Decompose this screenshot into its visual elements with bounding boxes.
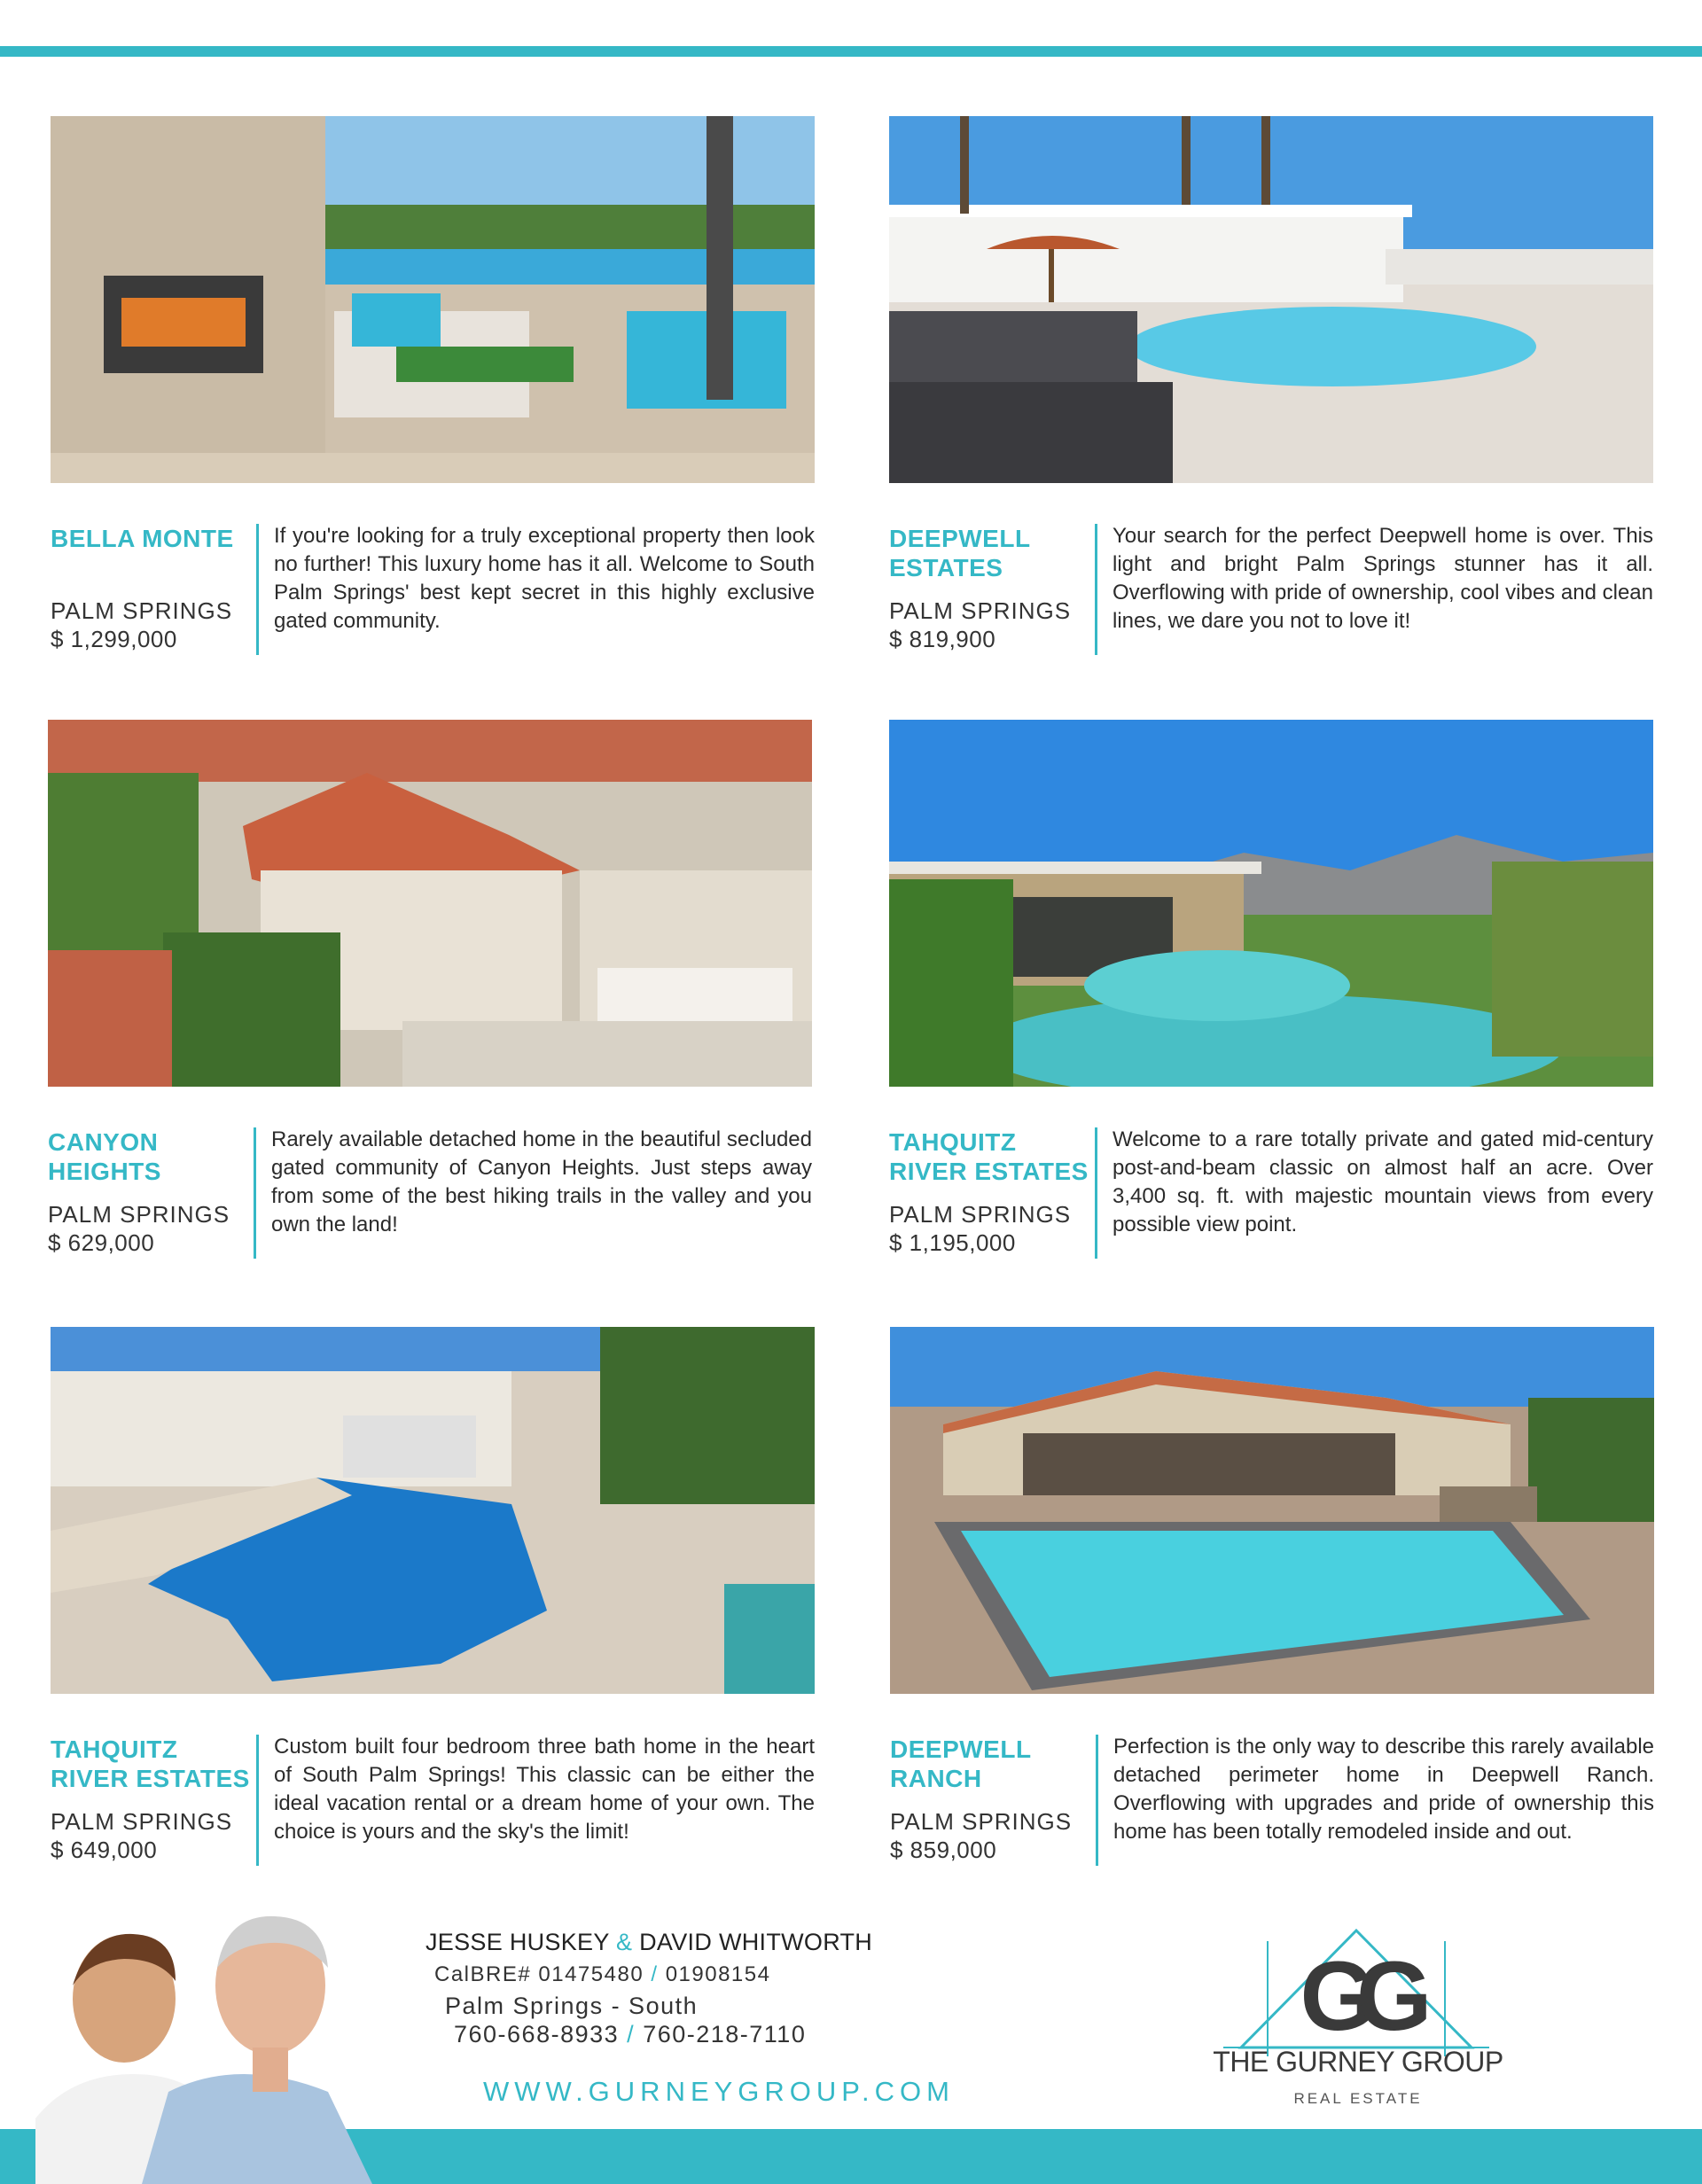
listing-description: Rarely available detached home in the beautiful secluded gated community of Canyon Heights. Just steps away from some of the best hiking trails in the valley and you own the land!: [271, 1127, 812, 1236]
listing-photo[interactable]: [889, 720, 1653, 1087]
tile-roof-home-photo: [48, 720, 812, 1087]
listing-photo[interactable]: [51, 1327, 815, 1694]
phone-2[interactable]: 760-218-7110: [643, 2021, 807, 2048]
listing-card-tahquitz-river-estates-2[interactable]: [51, 1327, 815, 1868]
listing-name: TAHQUITZ RIVER ESTATES: [51, 1736, 250, 1792]
listing-city: PALM SPRINGS: [889, 597, 1072, 624]
listing-photo[interactable]: [890, 1327, 1654, 1694]
listing-price: $ 859,000: [890, 1837, 997, 1863]
license-line: CalBRE# 01475480 / 01908154: [434, 1962, 771, 1986]
top-accent-bar: [0, 46, 1702, 57]
listing-city: PALM SPRINGS: [51, 597, 233, 624]
listing-description: If you're looking for a truly exceptional property then look no further! This luxury home has it all. Welcome to South Palm Springs' best kept secret in this highly exclusive gated community.: [274, 524, 815, 633]
listing-divider: [1095, 524, 1097, 655]
agent-name-2: DAVID WHITWORTH: [639, 1929, 873, 1955]
listing-card-deepwell-estates[interactable]: [889, 116, 1653, 657]
mid-century-pool-photo: [889, 720, 1653, 1087]
listing-divider: [256, 524, 259, 655]
ampersand: &: [616, 1929, 633, 1955]
phone-numbers: 760-668-8933 / 760-218-7110: [454, 2021, 807, 2048]
listing-price: $ 1,299,000: [51, 626, 177, 652]
listing-name: DEEPWELL ESTATES: [889, 525, 1031, 581]
listing-card-tahquitz-river-estates[interactable]: [889, 720, 1653, 1260]
listing-city: PALM SPRINGS: [889, 1201, 1072, 1228]
angular-pool-photo: [51, 1327, 815, 1694]
listing-name: CANYON HEIGHTS: [48, 1128, 161, 1185]
listing-name: BELLA MONTE: [51, 525, 234, 552]
website-link[interactable]: WWW.GURNEYGROUP.COM: [483, 2076, 955, 2107]
listing-divider: [254, 1127, 256, 1259]
brand-tagline: REAL ESTATE: [1293, 2090, 1423, 2107]
listing-city: PALM SPRINGS: [51, 1808, 233, 1835]
backyard-pool-photo: [889, 116, 1653, 483]
gurney-group-logo[interactable]: [1206, 1923, 1507, 2118]
brand-name: THE GURNEY GROUP: [1213, 2046, 1503, 2078]
listing-price: $ 629,000: [48, 1229, 155, 1256]
agent-name-1: JESSE HUSKEY: [426, 1929, 610, 1955]
listing-name: TAHQUITZ RIVER ESTATES: [889, 1128, 1089, 1185]
logo-monogram: GG: [1300, 1942, 1413, 2051]
patio-fireplace-photo: [51, 116, 815, 483]
listing-description: Custom built four bedroom three bath home in the heart of South Palm Springs! This classic can be either the ideal vacation rental or a dream home of your own. The choice is yours and the sky's the limit!: [274, 1735, 815, 1844]
listing-description: Perfection is the only way to describe this rarely available detached perimeter home in Deepwell Ranch. Overflowing with upgrades and pride of ownership this home has been totally remodeled inside and out.: [1113, 1735, 1654, 1844]
listing-divider: [256, 1735, 259, 1866]
listing-photo[interactable]: [51, 116, 815, 483]
listing-card-deepwell-ranch[interactable]: [890, 1327, 1654, 1868]
listing-name: DEEPWELL RANCH: [890, 1736, 1032, 1792]
rectangular-pool-photo: [890, 1327, 1654, 1694]
listing-description: Welcome to a rare totally private and gated mid-century post-and-beam classic on almost half an acre. Over 3,400 sq. ft. with majestic mountain views from every possible view point.: [1113, 1127, 1653, 1236]
listing-price: $ 649,000: [51, 1837, 158, 1863]
listing-city: PALM SPRINGS: [890, 1808, 1073, 1835]
listing-description: Your search for the perfect Deepwell home is over. This light and bright Palm Springs stunner has it all. Overflowing with pride of ownership, cool vibes and clean lines, we dare you not to love it!: [1113, 524, 1653, 633]
listing-divider: [1095, 1127, 1097, 1259]
listing-city: PALM SPRINGS: [48, 1201, 230, 1228]
listing-price: $ 819,900: [889, 626, 996, 652]
phone-1[interactable]: 760-668-8933: [454, 2021, 620, 2048]
listing-price: $ 1,195,000: [889, 1229, 1016, 1256]
service-area: Palm Springs - South: [445, 1993, 699, 2019]
listing-divider: [1096, 1735, 1098, 1866]
listing-photo[interactable]: [889, 116, 1653, 483]
listing-card-bella-monte[interactable]: [51, 116, 815, 657]
listing-photo[interactable]: [48, 720, 812, 1087]
agent-names: [426, 1929, 872, 1956]
listing-card-canyon-heights[interactable]: [48, 720, 812, 1260]
